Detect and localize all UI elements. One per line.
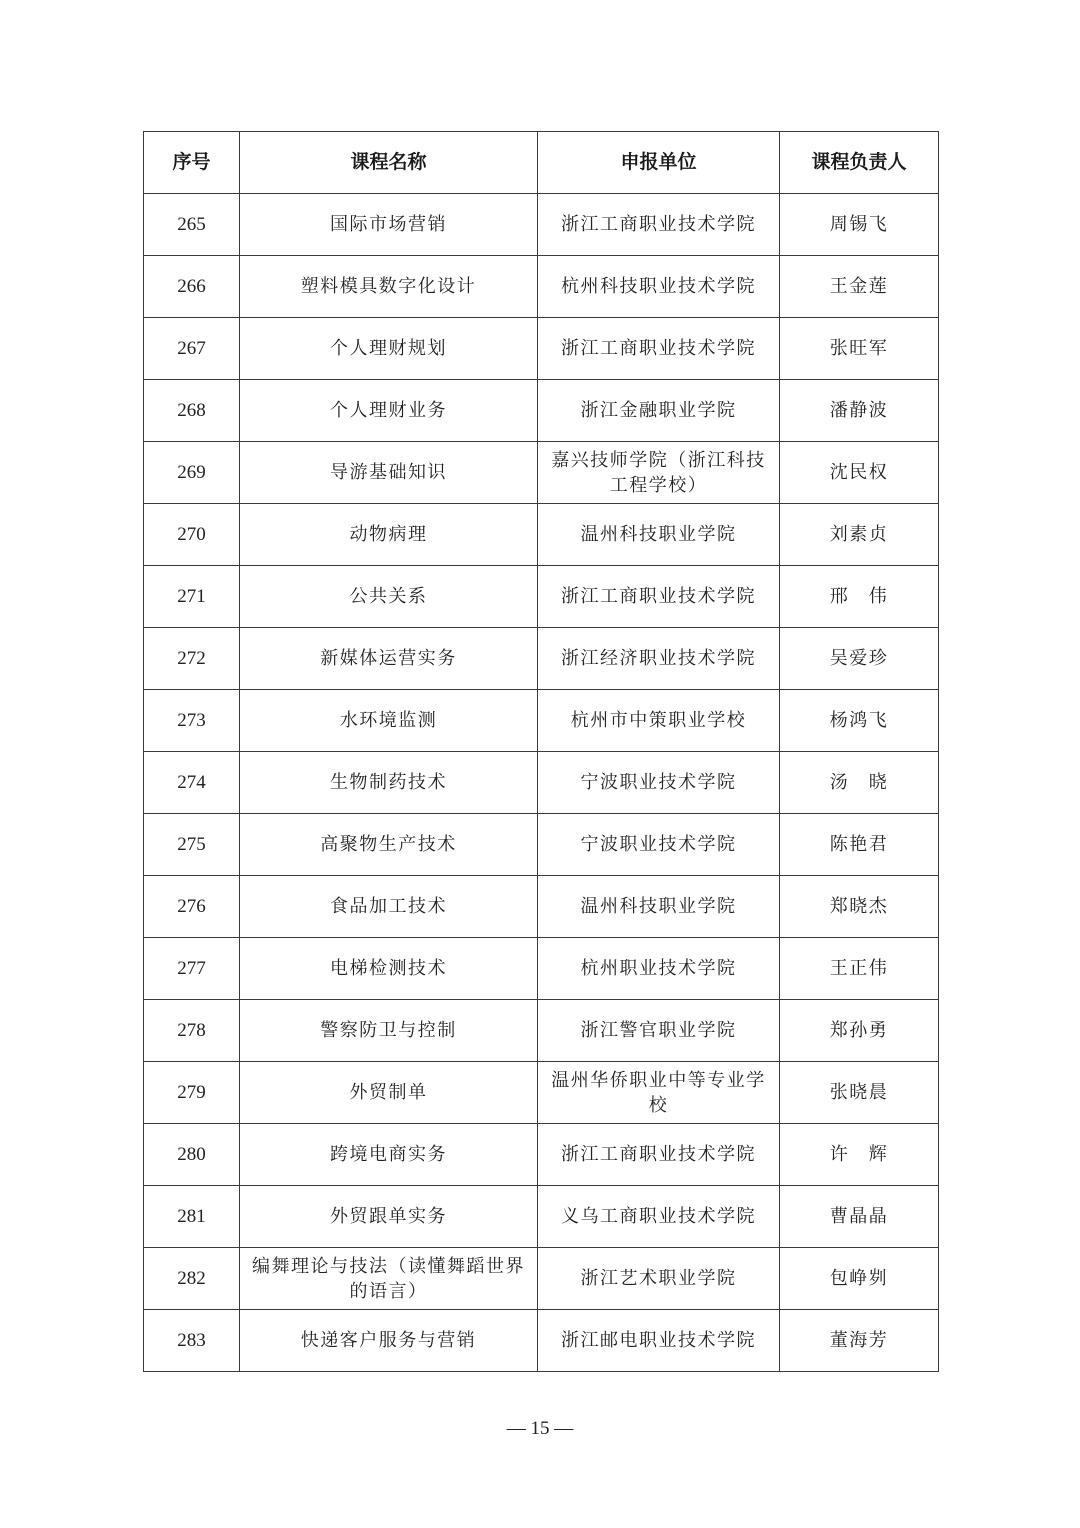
cell-course-lead: 刘素贞 xyxy=(780,504,939,566)
header-index: 序号 xyxy=(144,132,240,194)
cell-course-name: 食品加工技术 xyxy=(240,876,538,938)
cell-applying-unit: 杭州科技职业技术学院 xyxy=(538,256,780,318)
cell-index: 271 xyxy=(144,566,240,628)
cell-applying-unit: 浙江经济职业技术学院 xyxy=(538,628,780,690)
cell-index: 265 xyxy=(144,194,240,256)
cell-applying-unit: 浙江艺术职业学院 xyxy=(538,1248,780,1310)
header-applying-unit: 申报单位 xyxy=(538,132,780,194)
table-header-row xyxy=(144,132,939,194)
cell-course-lead: 吴爱珍 xyxy=(780,628,939,690)
cell-course-lead: 许 辉 xyxy=(780,1124,939,1186)
table-row xyxy=(144,318,939,380)
cell-applying-unit: 宁波职业技术学院 xyxy=(538,752,780,814)
cell-index: 279 xyxy=(144,1062,240,1124)
table-body xyxy=(144,194,939,1372)
cell-course-lead: 潘静波 xyxy=(780,380,939,442)
cell-course-name: 公共关系 xyxy=(240,566,538,628)
cell-applying-unit: 宁波职业技术学院 xyxy=(538,814,780,876)
cell-course-name: 快递客户服务与营销 xyxy=(240,1310,538,1372)
cell-applying-unit: 浙江邮电职业技术学院 xyxy=(538,1310,780,1372)
cell-index: 270 xyxy=(144,504,240,566)
table-row xyxy=(144,1186,939,1248)
page-number: — 15 — xyxy=(506,1418,574,1439)
cell-index: 282 xyxy=(144,1248,240,1310)
cell-index: 276 xyxy=(144,876,240,938)
table-row xyxy=(144,442,939,504)
table-row xyxy=(144,1310,939,1372)
cell-course-lead: 包峥刿 xyxy=(780,1248,939,1310)
table-row xyxy=(144,628,939,690)
cell-course-lead: 周锡飞 xyxy=(780,194,939,256)
cell-index: 278 xyxy=(144,1000,240,1062)
cell-course-name: 新媒体运营实务 xyxy=(240,628,538,690)
cell-index: 272 xyxy=(144,628,240,690)
cell-index: 267 xyxy=(144,318,240,380)
table-row xyxy=(144,938,939,1000)
cell-index: 269 xyxy=(144,442,240,504)
cell-index: 280 xyxy=(144,1124,240,1186)
cell-course-lead: 张旺军 xyxy=(780,318,939,380)
cell-course-name: 动物病理 xyxy=(240,504,538,566)
cell-course-lead: 杨鸿飞 xyxy=(780,690,939,752)
cell-index: 274 xyxy=(144,752,240,814)
table-row xyxy=(144,380,939,442)
cell-index: 268 xyxy=(144,380,240,442)
cell-course-name: 导游基础知识 xyxy=(240,442,538,504)
cell-applying-unit: 杭州职业技术学院 xyxy=(538,938,780,1000)
cell-applying-unit: 浙江金融职业学院 xyxy=(538,380,780,442)
cell-course-lead: 曹晶晶 xyxy=(780,1186,939,1248)
cell-applying-unit: 嘉兴技师学院（浙江科技工程学校） xyxy=(538,442,780,504)
header-course-lead: 课程负责人 xyxy=(780,132,939,194)
cell-applying-unit: 杭州市中策职业学校 xyxy=(538,690,780,752)
table-row xyxy=(144,1124,939,1186)
cell-applying-unit: 浙江工商职业技术学院 xyxy=(538,566,780,628)
table-row xyxy=(144,752,939,814)
cell-applying-unit: 浙江工商职业技术学院 xyxy=(538,1124,780,1186)
cell-course-name: 塑料模具数字化设计 xyxy=(240,256,538,318)
header-course-name: 课程名称 xyxy=(240,132,538,194)
cell-index: 277 xyxy=(144,938,240,1000)
table-row xyxy=(144,1248,939,1310)
table-row xyxy=(144,1062,939,1124)
cell-index: 275 xyxy=(144,814,240,876)
cell-course-lead: 邢 伟 xyxy=(780,566,939,628)
cell-applying-unit: 浙江工商职业技术学院 xyxy=(538,194,780,256)
cell-course-name: 外贸制单 xyxy=(240,1062,538,1124)
cell-course-name: 个人理财规划 xyxy=(240,318,538,380)
table-row xyxy=(144,1000,939,1062)
cell-index: 283 xyxy=(144,1310,240,1372)
cell-index: 273 xyxy=(144,690,240,752)
table-row xyxy=(144,566,939,628)
table-row xyxy=(144,690,939,752)
cell-course-lead: 郑孙勇 xyxy=(780,1000,939,1062)
cell-course-name: 编舞理论与技法（读懂舞蹈世界的语言） xyxy=(240,1248,538,1310)
course-table xyxy=(143,131,939,1372)
cell-course-lead: 董海芳 xyxy=(780,1310,939,1372)
cell-course-name: 高聚物生产技术 xyxy=(240,814,538,876)
cell-course-name: 生物制药技术 xyxy=(240,752,538,814)
cell-course-name: 外贸跟单实务 xyxy=(240,1186,538,1248)
cell-applying-unit: 浙江工商职业技术学院 xyxy=(538,318,780,380)
cell-course-lead: 汤 晓 xyxy=(780,752,939,814)
cell-course-name: 警察防卫与控制 xyxy=(240,1000,538,1062)
cell-applying-unit: 浙江警官职业学院 xyxy=(538,1000,780,1062)
cell-course-lead: 陈艳君 xyxy=(780,814,939,876)
cell-course-name: 电梯检测技术 xyxy=(240,938,538,1000)
cell-index: 266 xyxy=(144,256,240,318)
cell-course-lead: 王正伟 xyxy=(780,938,939,1000)
cell-course-lead: 王金莲 xyxy=(780,256,939,318)
cell-applying-unit: 义乌工商职业技术学院 xyxy=(538,1186,780,1248)
table-row xyxy=(144,876,939,938)
cell-course-name: 个人理财业务 xyxy=(240,380,538,442)
cell-course-lead: 沈民权 xyxy=(780,442,939,504)
cell-applying-unit: 温州华侨职业中等专业学校 xyxy=(538,1062,780,1124)
cell-course-name: 跨境电商实务 xyxy=(240,1124,538,1186)
table-row xyxy=(144,504,939,566)
table-row xyxy=(144,256,939,318)
cell-course-name: 水环境监测 xyxy=(240,690,538,752)
cell-course-lead: 张晓晨 xyxy=(780,1062,939,1124)
cell-applying-unit: 温州科技职业学院 xyxy=(538,504,780,566)
cell-applying-unit: 温州科技职业学院 xyxy=(538,876,780,938)
table-row xyxy=(144,814,939,876)
cell-course-name: 国际市场营销 xyxy=(240,194,538,256)
cell-index: 281 xyxy=(144,1186,240,1248)
table-row xyxy=(144,194,939,256)
cell-course-lead: 郑晓杰 xyxy=(780,876,939,938)
